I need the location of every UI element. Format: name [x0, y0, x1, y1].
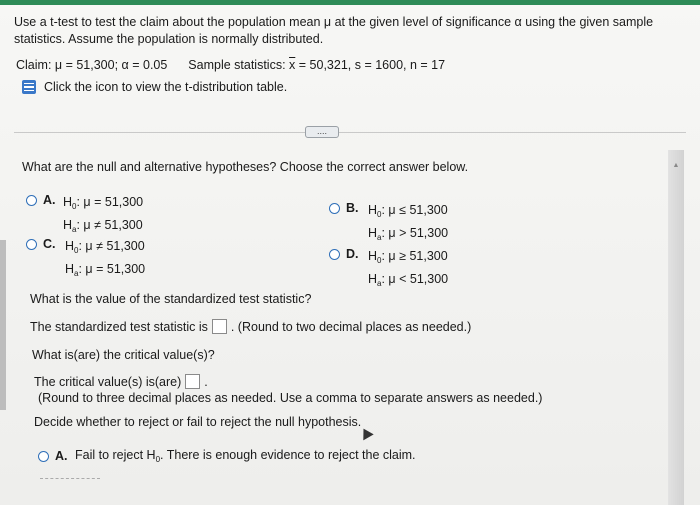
critical-value-answer-input[interactable] [185, 374, 200, 389]
sample-stats-values: = 50,321, s = 1600, n = 17 [298, 58, 446, 72]
statistic-question: What is the value of the standardized test statistic? [30, 292, 312, 306]
radio-d[interactable] [329, 249, 340, 260]
cut-off-content [40, 478, 100, 480]
critical-value-question: What is(are) the critical value(s)? [32, 348, 215, 362]
sample-stats-label: Sample statistics: [188, 58, 286, 72]
vertical-scrollbar[interactable] [668, 150, 684, 505]
decision-option-text: Fail to reject $H_0$. There is enough evidence to reject the claim. [75, 448, 416, 464]
alternative-hypothesis: $H_a$: μ ≠ 51,300 [63, 218, 143, 234]
option-letter: A. [55, 449, 68, 463]
statistic-answer-input[interactable] [212, 319, 227, 334]
alternative-hypothesis: $H_a$: μ > 51,300 [368, 226, 449, 242]
t-distribution-link-text: Click the icon to view the t-distribution table. [44, 80, 288, 94]
critical-prefix: The critical value(s) is(are) [34, 374, 182, 389]
hypotheses-question: What are the null and alternative hypotheses? Choose the correct answer below. [22, 160, 469, 174]
problem-intro: Use a t-test to test the claim about the population mean μ at the given level of significance α using the given sample statistics. Assume the population is normally distributed. [14, 15, 654, 46]
option-letter: C. [43, 237, 56, 251]
radio-c[interactable] [26, 239, 37, 250]
hypothesis-option-a[interactable] [26, 193, 143, 239]
radio-a[interactable] [26, 195, 37, 206]
decision-option-a[interactable] [38, 448, 416, 464]
radio-b[interactable] [329, 203, 340, 214]
null-hypothesis: $H_0$: μ ≠ 51,300 [65, 239, 145, 255]
xbar-symbol: $\overline{x}$ [289, 58, 296, 72]
t-distribution-link[interactable] [22, 80, 287, 94]
claim-line [16, 58, 445, 72]
null-hypothesis: $H_0$: μ ≥ 51,300 [368, 249, 448, 265]
alternative-hypothesis: $H_a$: μ = 51,300 [65, 262, 146, 278]
decision-question: Decide whether to reject or fail to reject the null hypothesis. [34, 415, 362, 429]
decision-radio-a[interactable] [38, 451, 49, 462]
option-letter: D. [346, 247, 359, 261]
section-divider [14, 132, 686, 133]
critical-value-answer-row [34, 374, 208, 389]
expand-button[interactable]: .... [305, 126, 339, 138]
option-letter: B. [346, 201, 359, 215]
alternative-hypothesis: $H_a$: μ < 51,300 [368, 272, 449, 288]
hypothesis-option-c[interactable] [26, 237, 145, 283]
top-accent-bar [0, 0, 700, 5]
critical-suffix: . [204, 374, 208, 389]
option-letter: A. [43, 193, 56, 207]
scroll-up-arrow-icon[interactable]: ▲ [672, 162, 680, 169]
statistic-suffix: . (Round to two decimal places as needed.) [230, 319, 472, 334]
null-hypothesis: $H_0$: μ ≤ 51,300 [368, 203, 448, 219]
claim-text: Claim: μ = 51,300; α = 0.05 [16, 58, 168, 72]
hypothesis-option-b[interactable] [329, 201, 448, 247]
null-hypothesis: $H_0$: μ = 51,300 [63, 195, 144, 211]
statistic-answer-row [30, 319, 471, 334]
table-icon[interactable] [22, 80, 36, 94]
left-edge-bar [0, 240, 6, 410]
critical-rounding-note: (Round to three decimal places as needed. Use a comma to separate answers as needed.) [38, 391, 543, 405]
statistic-prefix: The standardized test statistic is [30, 319, 208, 334]
hypothesis-option-d[interactable] [329, 247, 448, 293]
